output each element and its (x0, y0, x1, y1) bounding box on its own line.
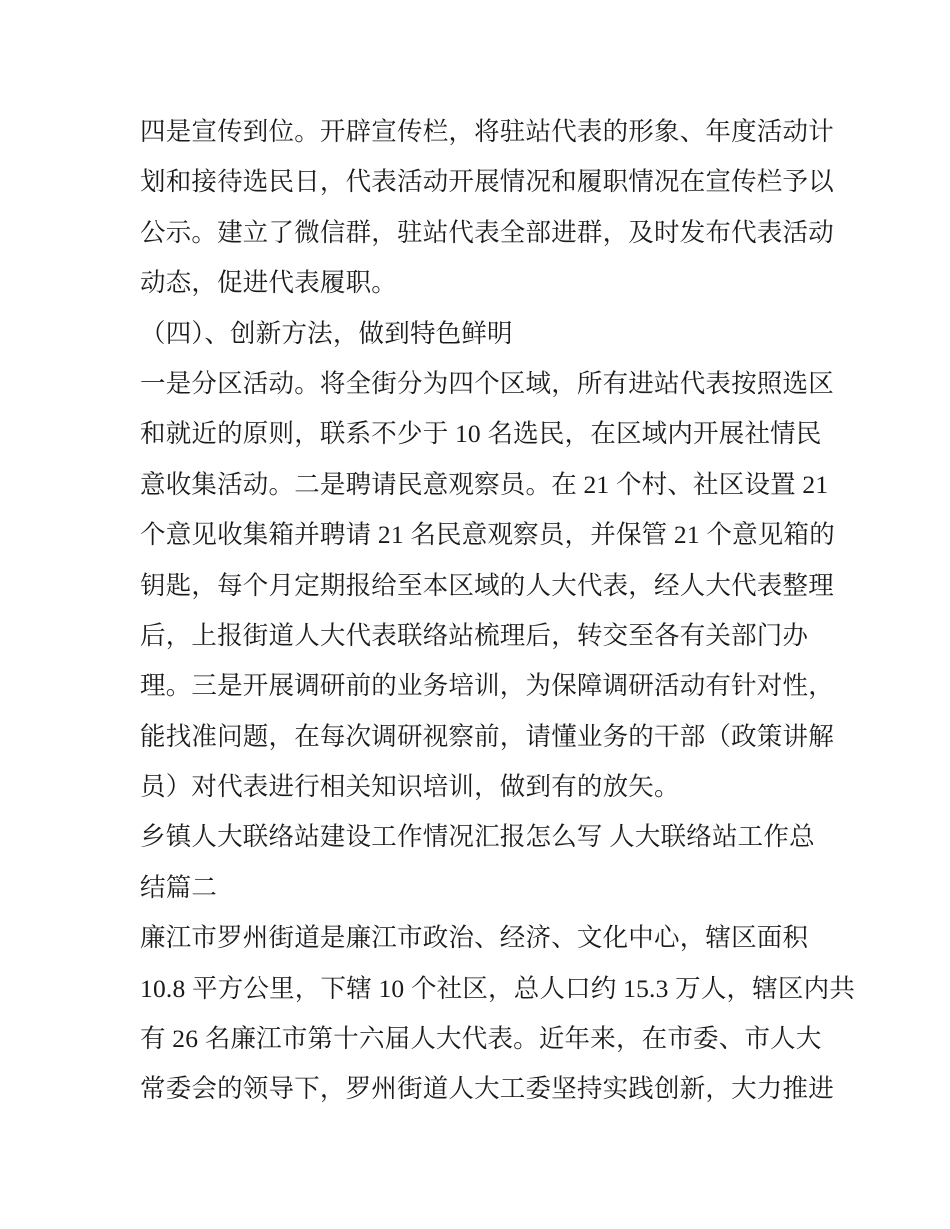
text-line: 10.8 平方公里，下辖 10 个社区，总人口约 15.3 万人，辖区内共 (140, 973, 856, 1003)
text-line: 有 26 名廉江市第十六届人大代表。近年来，在市委、市人大 (140, 1024, 822, 1054)
text-line: 个意见收集箱并聘请 21 名民意观察员，并保管 21 个意见箱的 (140, 520, 835, 550)
text-line: 后，上报街道人大代表联络站梳理后，转交至各有关部门办 (140, 620, 809, 650)
text-line: 乡镇人大联络站建设工作情况汇报怎么写 人大联络站工作总 (140, 822, 815, 852)
text-line: 意收集活动。二是聘请民意观察员。在 21 个村、社区设置 21 (140, 469, 829, 499)
text-line: 和就近的原则，联系不少于 10 名选民，在区域内开展社情民 (140, 419, 822, 449)
text-line: 钥匙，每个月定期报给至本区域的人大代表，经人大代表整理 (140, 570, 834, 600)
text-line: 能找准问题，在每次调研视察前，请懂业务的干部（政策讲解 (140, 721, 834, 751)
text-line: （四）、创新方法，做到特色鲜明 (140, 318, 513, 348)
text-line: 划和接待选民日，代表活动开展情况和履职情况在宣传栏予以 (140, 167, 834, 197)
text-line: 员）对代表进行相关知识培训，做到有的放矢。 (140, 772, 680, 802)
text-line: 四是宣传到位。开辟宣传栏，将驻站代表的形象、年度活动计 (140, 117, 834, 146)
text-line: 理。三是开展调研前的业务培训，为保障调研活动有针对性， (140, 671, 834, 701)
text-line: 公示。建立了微信群，驻站代表全部进群，及时发布代表活动 (140, 217, 834, 247)
text-line: 一是分区活动。将全街分为四个区域，所有进站代表按照选区 (140, 368, 834, 398)
text-line: 动态，促进代表履职。 (140, 268, 398, 298)
text-line: 廉江市罗州街道是廉江市政治、经济、文化中心，辖区面积 (140, 923, 809, 953)
document-body (140, 107, 856, 1115)
text-line: 结篇二 (140, 872, 218, 902)
text-line: 常委会的领导下，罗州街道人大工委坚持实践创新，大力推进 (140, 1074, 834, 1104)
